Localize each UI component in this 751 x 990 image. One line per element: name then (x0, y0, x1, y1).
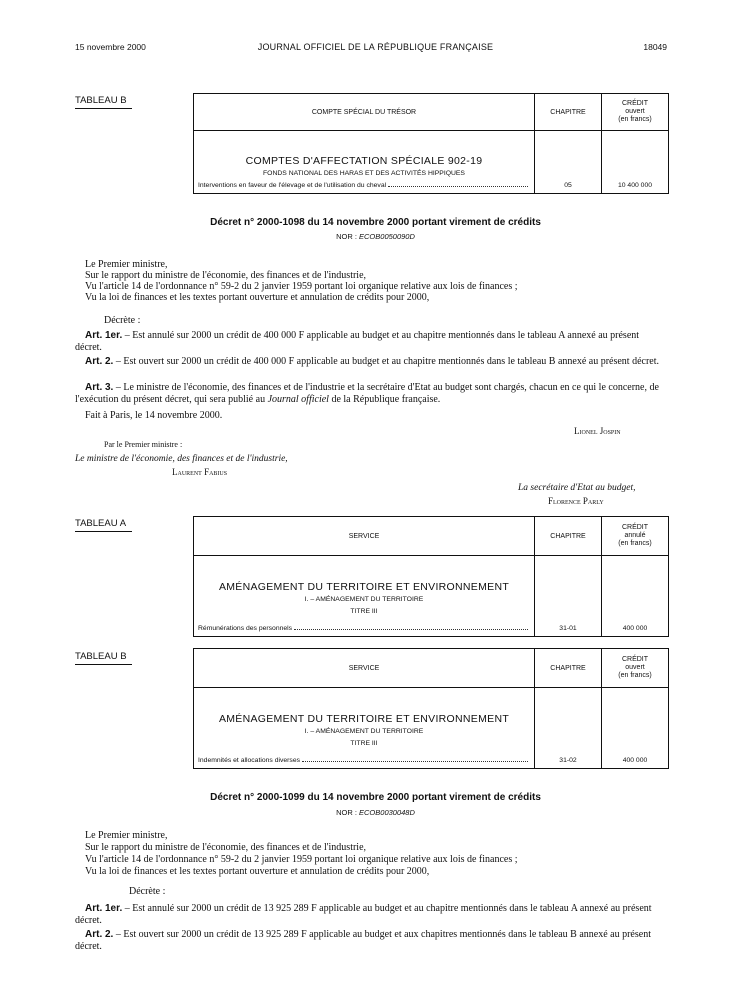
table1-label: TABLEAU B (75, 95, 132, 109)
table1-body-cell (194, 131, 535, 194)
decree2-intro-0: Le Premier ministre, (85, 830, 168, 841)
table2-section-subtitle: I. – AMÉNAGEMENT DU TERRITOIRE (304, 596, 424, 603)
header-date: 15 novembre 2000 (75, 42, 146, 52)
decree2-article-2: Art. 2. – Est ouvert sur 2000 un crédit de 13 925 289 F applicable au budget et aux chapitres mentionnés dans le tableau B annexé au présent décret. (75, 929, 651, 952)
table3-chapitre: 31-02 (535, 688, 602, 769)
decree1-title: Décret n° 2000-1098 du 14 novembre 2000 portant virement de crédits (210, 217, 541, 228)
table1-col3-header: CRÉDIT ouvert (en francs) (602, 94, 669, 131)
decree1-article-2: Art. 2. – Est ouvert sur 2000 un crédit de 400 000 F applicable au budget et au chapitre mentionnés dans le tableau B annexé au présent décret. (85, 356, 660, 367)
decree2-intro-2: Vu l'article 14 de l'ordonnance n° 59-2 du 2 janvier 1959 portant loi organique relative aux lois de finances ; (85, 854, 518, 865)
table1 (193, 93, 669, 194)
table2 (193, 516, 669, 637)
table3-col2-header: CHAPITRE (535, 649, 602, 688)
header-page-number: 18049 (643, 42, 667, 52)
table2-col1-header: SERVICE (194, 517, 535, 556)
table2-label: TABLEAU A (75, 518, 132, 532)
table3-body-cell (194, 688, 535, 769)
table3-row (194, 757, 534, 764)
table1-row-label: Interventions en faveur de l'élevage et de l'utilisation du cheval (198, 182, 387, 189)
decree2-decrete: Décrète : (129, 886, 166, 897)
decree1-intro-3: Vu la loi de finances et les textes portant ouverture et annulation de crédits pour 2000, (85, 292, 430, 303)
table2-credit: 400 000 (602, 556, 669, 637)
table3-section-title: AMÉNAGEMENT DU TERRITOIRE ET ENVIRONNEMENT (218, 713, 510, 725)
table1-row (194, 182, 534, 189)
table3-credit: 400 000 (602, 688, 669, 769)
decree1-nor: NOR : ECOB0050090D (336, 232, 415, 241)
table2-section-title: AMÉNAGEMENT DU TERRITOIRE ET ENVIRONNEMENT (218, 581, 510, 593)
table1-credit: 10 400 000 (602, 131, 669, 194)
table3-col1-header: SERVICE (194, 649, 535, 688)
decree2-intro-3: Vu la loi de finances et les textes portant ouverture et annulation de crédits pour 2000, (85, 866, 430, 877)
decree1-intro-1: Sur le rapport du ministre de l'économie, des finances et de l'industrie, (85, 270, 367, 281)
decree1-decrete: Décrète : (104, 315, 141, 326)
table3-col3-header: CRÉDIT ouvert (en francs) (602, 649, 669, 688)
decree2-title: Décret n° 2000-1099 du 14 novembre 2000 portant virement de crédits (210, 792, 541, 803)
decree1-fait: Fait à Paris, le 14 novembre 2000. (85, 410, 223, 421)
table2-row-label: Rémunérations des personnels (198, 625, 293, 632)
table2-body-cell (194, 556, 535, 637)
decree2-intro-1: Sur le rapport du ministre de l'économie, des finances et de l'industrie, (85, 842, 367, 853)
table1-col2-header: CHAPITRE (535, 94, 602, 131)
decree1-intro-2: Vu l'article 14 de l'ordonnance n° 59-2 du 2 janvier 1959 portant loi organique relative aux lois de finances ; (85, 281, 518, 292)
decree2-article-1: Art. 1er. – Est annulé sur 2000 un crédit de 13 925 289 F applicable au budget et au chapitre mentionnés dans le tableau A annexé au présent décret. (75, 903, 652, 926)
table1-col1-header: COMPTE SPÉCIAL DU TRÉSOR (194, 94, 535, 131)
table1-section-title: COMPTES D'AFFECTATION SPÉCIALE 902-19 (245, 155, 483, 167)
table3-section-subtitle: I. – AMÉNAGEMENT DU TERRITOIRE (304, 728, 424, 735)
table2-chapitre: 31-01 (535, 556, 602, 637)
decree1-secretary-name: Florence Parly (548, 496, 604, 506)
decree1-secretary-title: La secrétaire d'Etat au budget, (518, 483, 636, 493)
table1-section-subtitle: FONDS NATIONAL DES HARAS ET DES ACTIVITÉS HIPPIQUES (263, 170, 465, 177)
table1-chapitre: 05 (535, 131, 602, 194)
decree1-signer-pm: Lionel Jospin (574, 426, 621, 436)
decree2-nor: NOR : ECOB0030048D (336, 808, 415, 817)
decree1-minister-name: Laurent Fabius (172, 467, 228, 477)
table2-col2-header: CHAPITRE (535, 517, 602, 556)
table2-titre: TITRE III (350, 608, 378, 615)
decree1-article-3: Art. 3. – Le ministre de l'économie, des finances et de l'industrie et la secrétaire d'Etat au budget sont chargés, chacun en ce qui le concerne, de l'exécution du présent décret, qui sera publié au Journal officiel de la République française. (75, 382, 659, 405)
decree1-par-pm: Par le Premier ministre : (104, 440, 183, 449)
table2-col3-header: CRÉDIT annulé (en francs) (602, 517, 669, 556)
decree1-minister-title: Le ministre de l'économie, des finances et de l'industrie, (75, 454, 288, 464)
table2-row (194, 625, 534, 632)
table3-row-label: Indemnités et allocations diverses (198, 757, 301, 764)
table3 (193, 648, 669, 769)
table3-label: TABLEAU B (75, 651, 132, 665)
table3-titre: TITRE III (350, 740, 378, 747)
decree1-intro-0: Le Premier ministre, (85, 259, 168, 270)
decree1-article-1: Art. 1er. – Est annulé sur 2000 un crédit de 400 000 F applicable au budget et au chapitre mentionnés dans le tableau A annexé au présent décret. (75, 330, 640, 353)
header-title: JOURNAL OFFICIEL DE LA RÉPUBLIQUE FRANÇAISE (257, 42, 494, 52)
